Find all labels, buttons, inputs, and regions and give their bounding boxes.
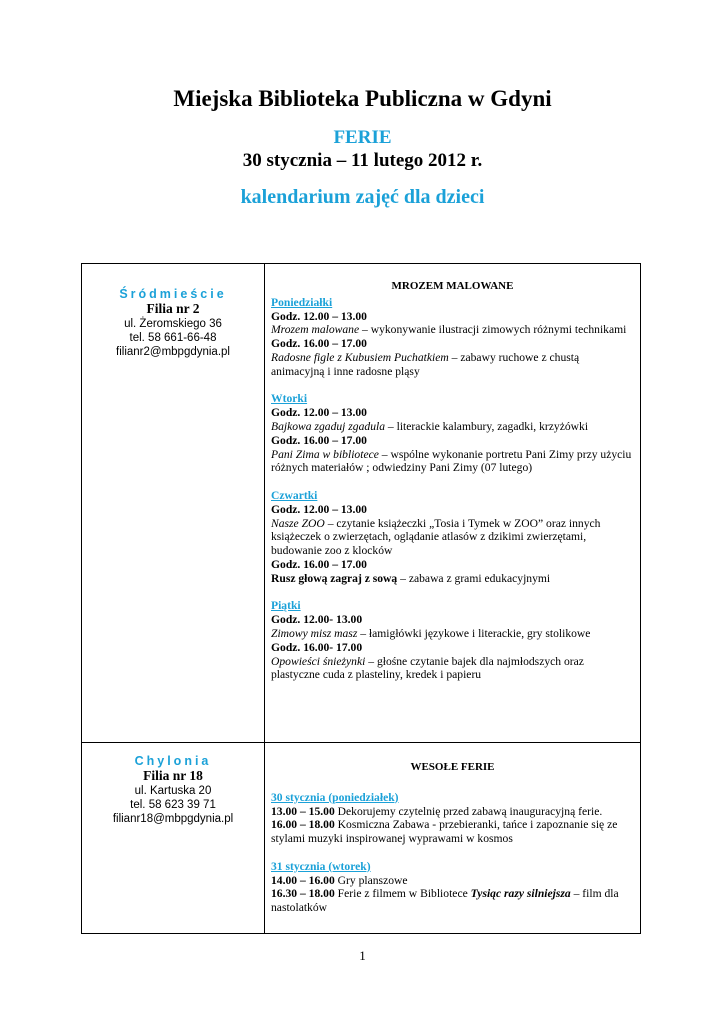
branch-filia: Filia nr 2 [146, 301, 200, 316]
activity-hours: 16.00 – 18.00 [271, 818, 335, 832]
activity-title: Zimowy misz masz [271, 626, 358, 640]
branch-info [82, 743, 265, 934]
activity-hours: 13.00 – 15.00 [271, 804, 335, 818]
activity-text: – czytanie książeczki „Tosia i Tymek w ZOO” oraz innych książeczek o zwierzętach, oglądanie atlasów z dzikimi zwierzętami, budowanie zoo z klocków [271, 516, 601, 558]
day-heading: Wtorki [271, 392, 308, 406]
activity-hours: Godz. 16.00- 17.00 [271, 640, 363, 654]
activity-description [271, 517, 634, 558]
activity-description [271, 818, 634, 846]
calendar-subtitle: kalendarium zajęć dla dzieci [240, 186, 485, 208]
activity-title: Nasze ZOO [271, 516, 325, 530]
day-section [271, 599, 634, 682]
activity-hours: Godz. 16.00 – 17.00 [271, 433, 367, 447]
activity-hours: Godz. 16.00 – 17.00 [271, 337, 367, 351]
branch-phone: tel. 58 623 39 71 [130, 799, 216, 811]
activity-text: – literackie kalambury, zagadki, krzyżówki [385, 419, 589, 433]
film-title: Tysiąc razy silniejsza [470, 887, 571, 901]
activity-title: Rusz głową zagraj z sową [271, 571, 398, 585]
activity-title: Bajkowa zgaduj zgadula [271, 419, 386, 433]
branch-filia: Filia nr 18 [143, 768, 203, 783]
activity-text: – zabawa z grami edukacyjnymi [397, 571, 551, 585]
day-section [271, 860, 634, 915]
activity-hours: Godz. 12.00- 13.00 [271, 613, 363, 627]
schedule-row-chylonia [82, 743, 641, 934]
schedule-row-srodmiescie [82, 264, 641, 743]
activity-text: – łamigłówki językowe i literackie, gry stolikowe [357, 626, 591, 640]
activity-text: – zabawy ruchowe z chustą animacyjną i inne radosne pląsy [271, 350, 580, 378]
activity-text: – głośne czytanie bajek dla najmłodszych oraz plastyczne cuda z plasteliny, kredek i papieru [271, 654, 584, 682]
activity-hours: Godz. 12.00 – 13.00 [271, 406, 367, 420]
activity-description [271, 627, 634, 641]
activity-description [271, 655, 634, 683]
branch-name: Śródmieście [119, 287, 227, 301]
branch-street: ul. Kartuska 20 [134, 785, 212, 797]
activity-hours: Godz. 16.00 – 17.00 [271, 557, 367, 571]
activity-text: Kosmiczna Zabawa - przebieranki, tańce i zapoznanie się ze stylami muzyki inspirowanej wyprawami w kosmos [271, 818, 618, 846]
activity-description [271, 448, 634, 476]
activity-text: – wykonywanie ilustracji zimowych różnymi technikami [359, 323, 627, 337]
activity-description [271, 351, 634, 379]
activity-hours: Godz. 12.00 – 13.00 [271, 502, 367, 516]
ferie-heading: FERIE [333, 127, 392, 148]
activity-description [271, 420, 634, 434]
activity-description [271, 874, 634, 888]
activity-hours: 14.00 – 16.00 [271, 873, 335, 887]
date-range: 30 stycznia – 11 lutego 2012 r. [242, 150, 483, 171]
activity-title: Mrozem malowane [271, 323, 360, 337]
day-section [271, 296, 634, 379]
activity-text: Dekorujemy czytelnię przed zabawą inauguracyjną ferie. [334, 804, 603, 818]
activity-text: – wspólne wykonanie portretu Pani Zimy przy użyciu różnych materiałów ; odwiedziny Pani Zimy (07 lutego) [271, 447, 632, 475]
program-title: WESOŁE FERIE [410, 761, 495, 773]
branch-email: filianr18@mbpgdynia.pl [112, 813, 234, 825]
day-section [271, 489, 634, 586]
day-section [271, 791, 634, 846]
document-title: Miejska Biblioteka Publiczna w Gdyni [173, 86, 552, 111]
activity-description [271, 323, 634, 337]
branch-street: ul. Żeromskiego 36 [124, 318, 222, 330]
branch-email: filianr2@mbpgdynia.pl [116, 346, 230, 358]
schedule-table [81, 263, 641, 934]
branch-phone: tel. 58 661-66-48 [129, 332, 217, 344]
day-heading: 31 stycznia (wtorek) [271, 859, 371, 873]
activity-text: – film dla nastolatków [271, 887, 619, 915]
activity-hours: 16.30 – 18.00 [271, 887, 335, 901]
activity-text: Gry planszowe [334, 873, 408, 887]
page-number: 1 [359, 948, 366, 963]
day-section [271, 392, 634, 475]
activity-description [271, 887, 634, 915]
day-heading: 30 stycznia (poniedziałek) [271, 790, 399, 804]
activity-hours: Godz. 12.00 – 13.00 [271, 309, 367, 323]
activity-text: Ferie z filmem w Bibliotece [334, 887, 471, 901]
branch-program [265, 264, 641, 743]
branch-info [82, 264, 265, 743]
activity-description [271, 805, 634, 819]
activity-title: Pani Zima w bibliotece [271, 447, 379, 461]
branch-program [265, 743, 641, 934]
activity-description [271, 572, 634, 586]
activity-title: Radosne figle z Kubusiem Puchatkiem [271, 350, 449, 364]
day-heading: Czwartki [271, 488, 318, 502]
activity-title: Opowieści śnieżynki [271, 654, 366, 668]
branch-name: Chylonia [134, 754, 212, 768]
day-heading: Piątki [271, 599, 301, 613]
program-title: MROZEM MALOWANE [391, 280, 514, 292]
day-heading: Poniedziałki [271, 295, 333, 309]
